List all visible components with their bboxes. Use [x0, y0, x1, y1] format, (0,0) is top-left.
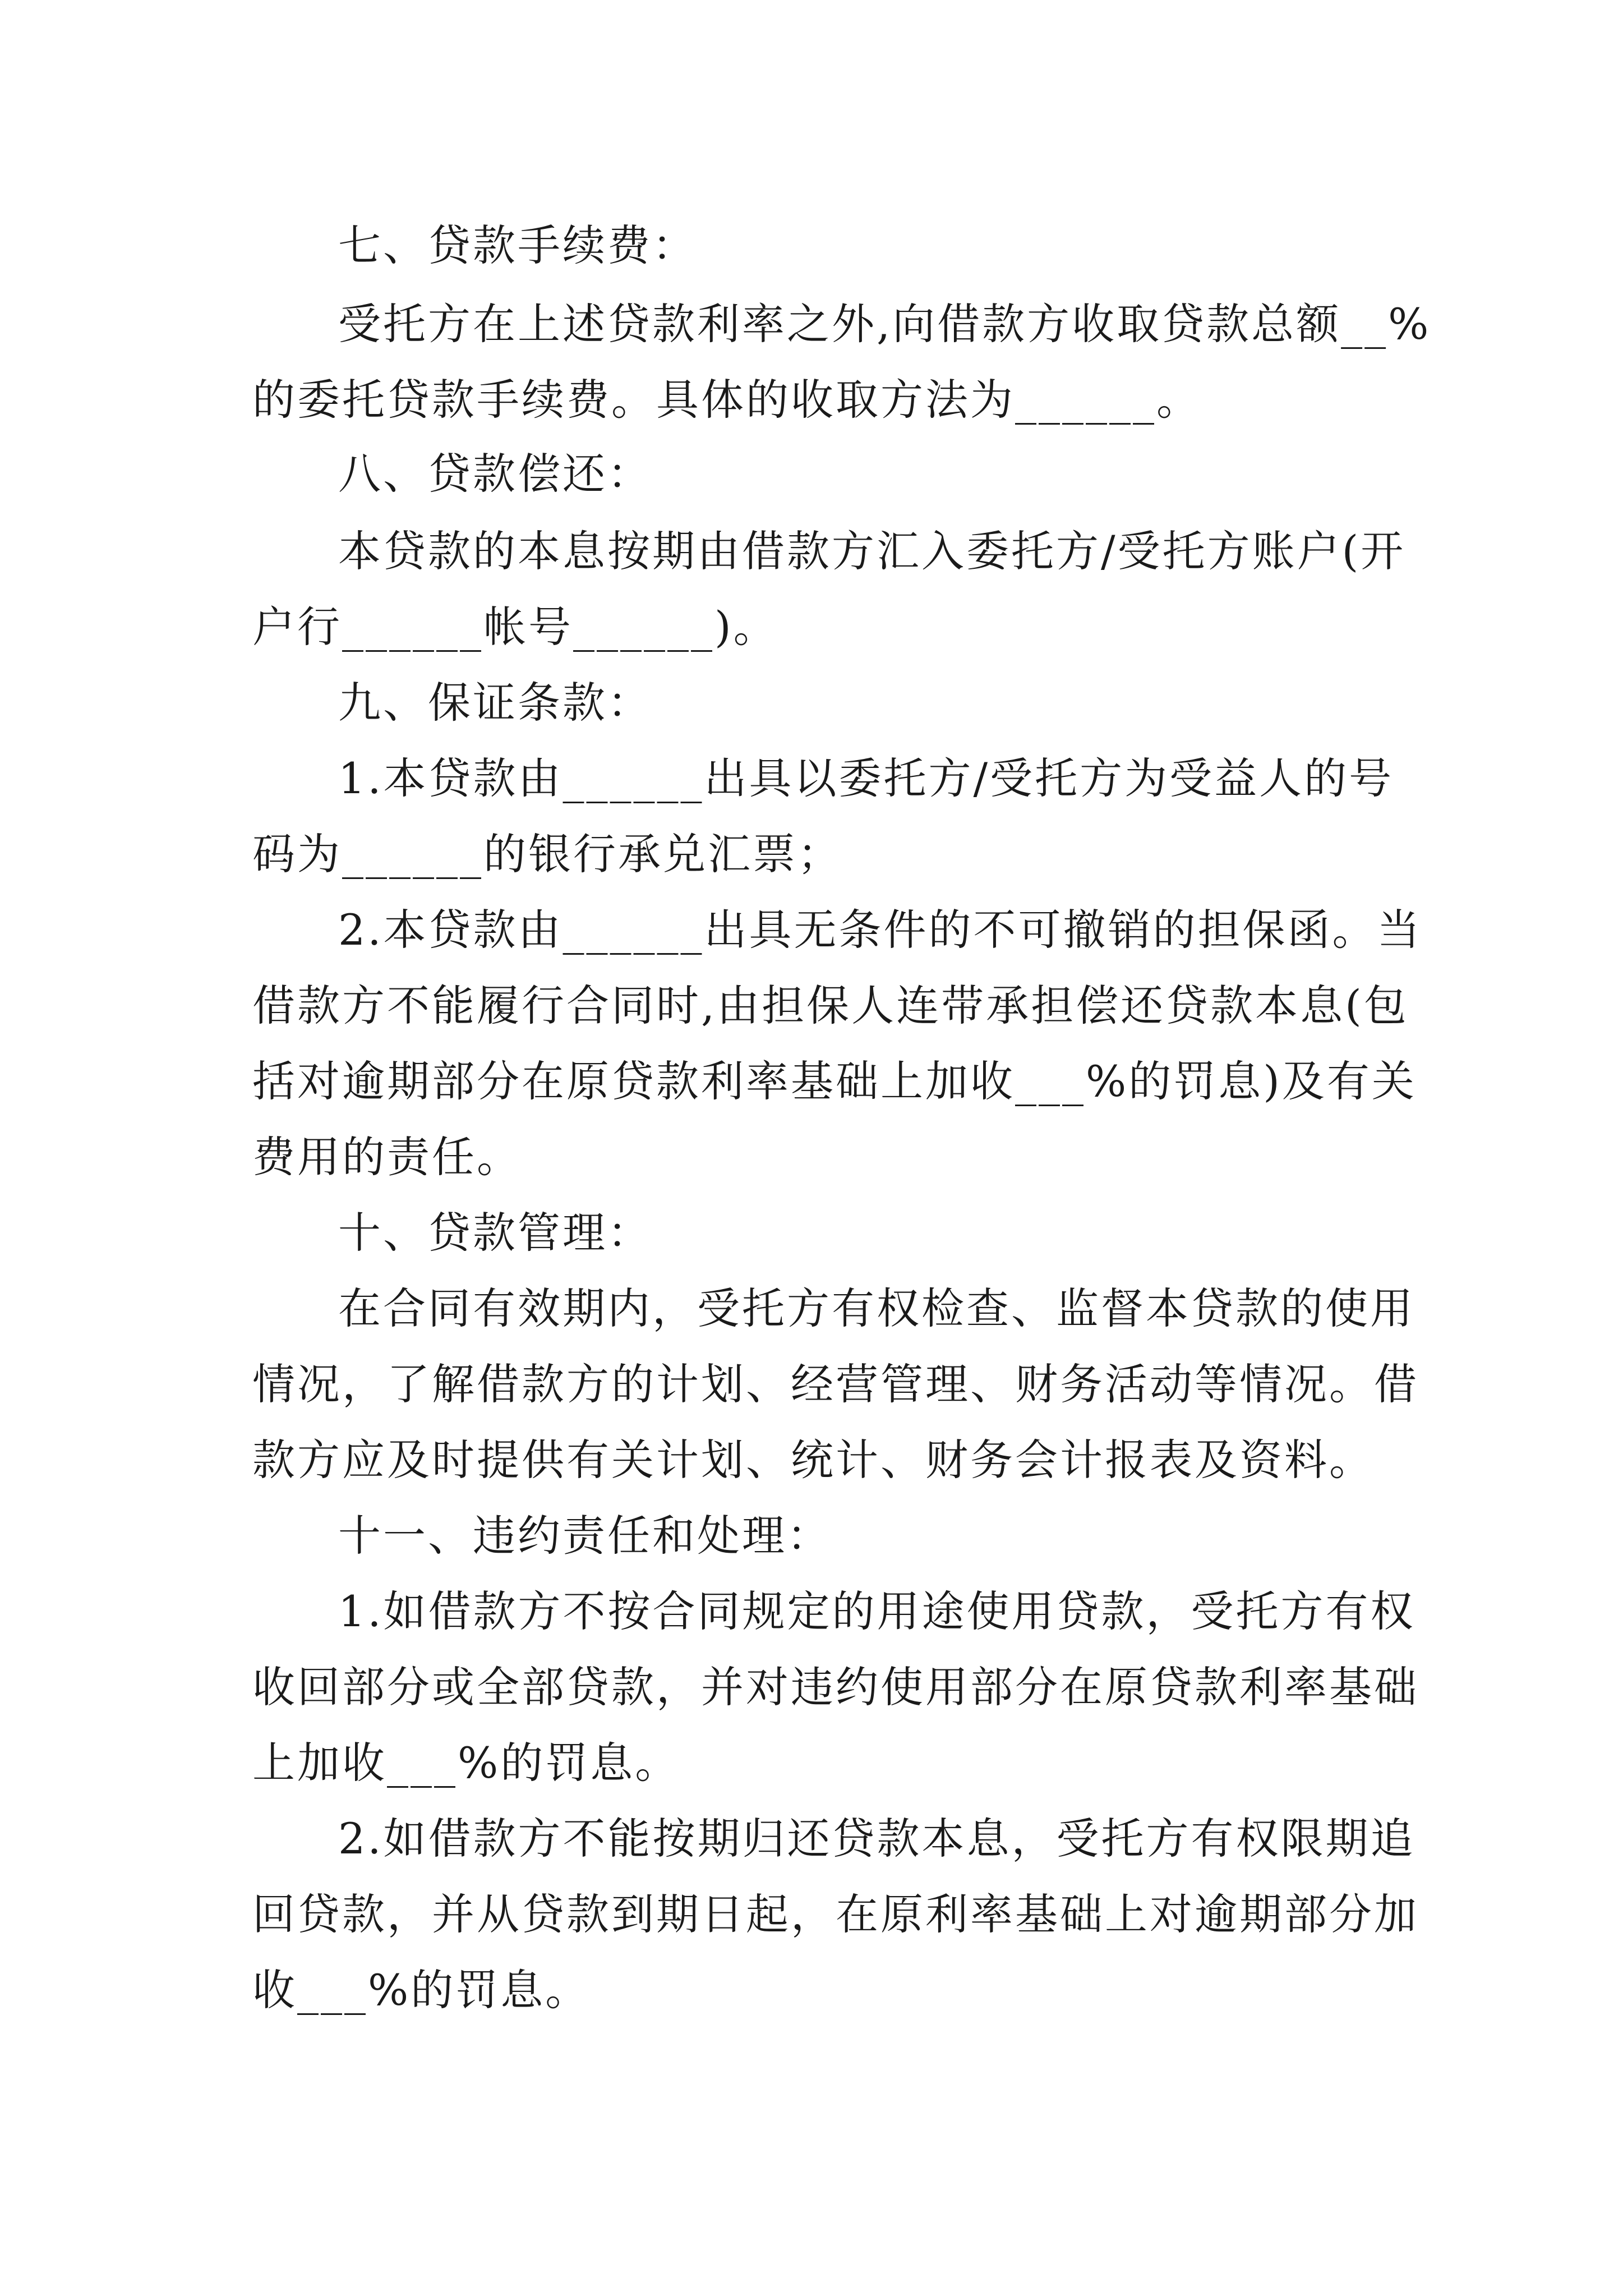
section-heading-10: 十、贷款管理： [338, 1208, 652, 1258]
paragraph-line: 受托方在上述贷款利率之外,向借款方收取贷款总额__% [338, 299, 1431, 349]
paragraph-line: 收回部分或全部贷款，并对违约使用部分在原贷款利率基础 [252, 1662, 1419, 1712]
section-heading-9: 九、保证条款： [338, 678, 652, 728]
paragraph-line: 括对逾期部分在原贷款利率基础上加收___%的罚息)及有关 [252, 1056, 1417, 1106]
section-heading-8: 八、贷款偿还： [338, 449, 652, 499]
paragraph-line: 2.本贷款由______出具无条件的不可撤销的担保函。当 [338, 905, 1422, 955]
paragraph-line: 收___%的罚息。 [252, 1965, 591, 2015]
paragraph-line: 回贷款，并从贷款到期日起，在原利率基础上对逾期部分加 [252, 1889, 1419, 1939]
section-heading-7: 七、贷款手续费： [338, 220, 697, 270]
paragraph-line: 2.如借款方不能按期归还贷款本息，受托方有权限期追 [338, 1814, 1415, 1864]
section-heading-11: 十一、违约责任和处理： [338, 1511, 832, 1561]
paragraph-line: 码为______的银行承兑汇票； [252, 829, 842, 879]
paragraph-line: 本贷款的本息按期由借款方汇入委托方/受托方账户(开 [338, 526, 1406, 576]
paragraph-line: 1.如借款方不按合同规定的用途使用贷款，受托方有权 [338, 1586, 1415, 1636]
paragraph-line: 户行______帐号______)。 [252, 602, 778, 652]
paragraph-line: 款方应及时提供有关计划、统计、财务会计报表及资料。 [252, 1435, 1374, 1485]
paragraph-line: 在合同有效期内，受托方有权检查、监督本贷款的使用 [338, 1283, 1415, 1333]
paragraph-line: 情况，了解借款方的计划、经营管理、财务活动等情况。借 [252, 1359, 1419, 1409]
paragraph-line: 费用的责任。 [252, 1132, 522, 1182]
paragraph-line: 上加收___%的罚息。 [252, 1738, 680, 1788]
paragraph-line: 1.本贷款由______出具以委托方/受托方为受益人的号 [338, 753, 1394, 803]
paragraph-line: 借款方不能履行合同时,由担保人连带承担偿还贷款本息(包 [252, 981, 1409, 1030]
paragraph-line: 的委托贷款手续费。具体的收取方法为______。 [252, 375, 1201, 425]
